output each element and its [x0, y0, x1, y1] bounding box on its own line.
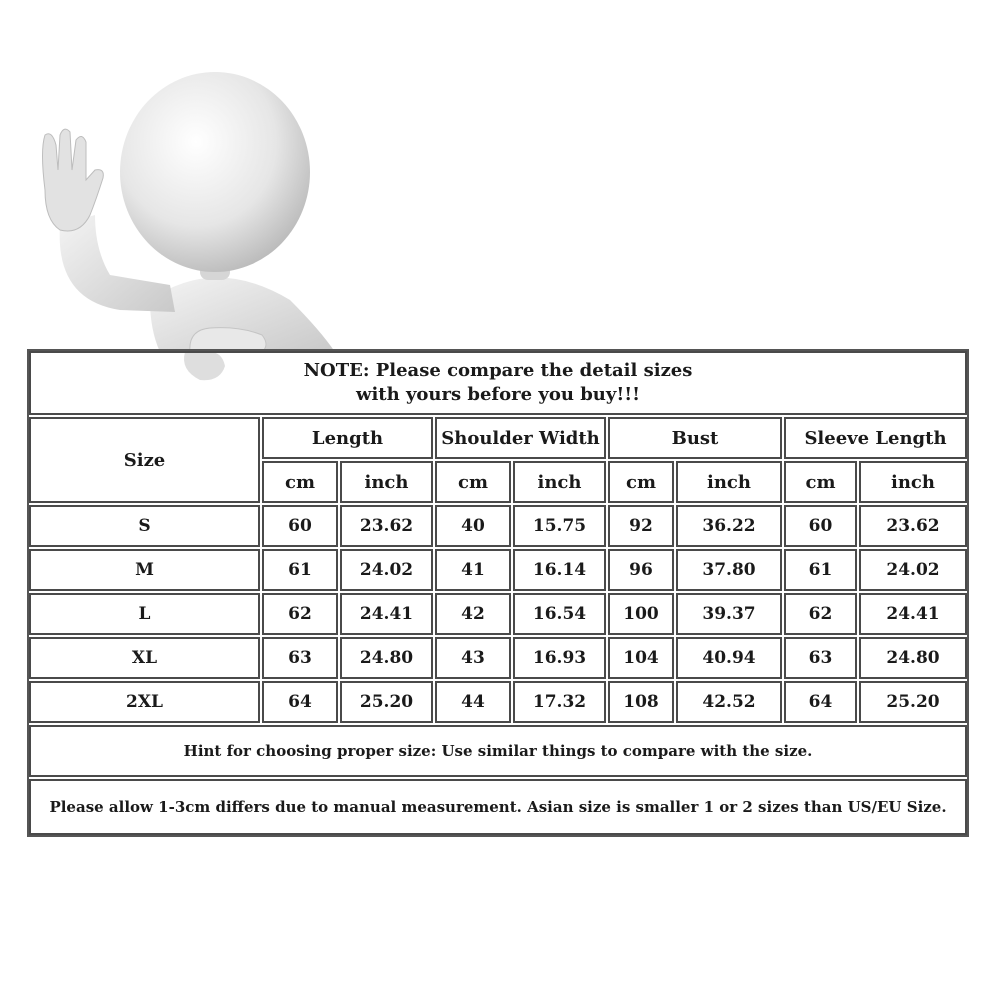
table-cell: 37.80: [676, 549, 782, 591]
table-cell: 25.20: [340, 681, 433, 723]
table-cell: 44: [435, 681, 511, 723]
table-cell: 23.62: [340, 505, 433, 547]
table-cell: 42: [435, 593, 511, 635]
table-cell: 62: [784, 593, 857, 635]
note-line-1: NOTE: Please compare the detail sizes: [303, 360, 693, 381]
hint-cell: [29, 725, 967, 777]
size-label: S: [29, 505, 260, 547]
table-cell: 92: [608, 505, 674, 547]
table-cell: 40: [435, 505, 511, 547]
unit-header: cm: [262, 461, 338, 503]
note-line-2: with yours before you buy!!!: [355, 384, 641, 405]
table-cell: 24.80: [859, 637, 967, 679]
table-cell: 100: [608, 593, 674, 635]
size-header: Size: [29, 417, 260, 503]
table-cell: 16.93: [513, 637, 606, 679]
table-cell: 61: [262, 549, 338, 591]
table-cell: 24.02: [859, 549, 967, 591]
table-cell: 60: [784, 505, 857, 547]
table-cell: 42.52: [676, 681, 782, 723]
table-cell: 17.32: [513, 681, 606, 723]
table-cell: 64: [784, 681, 857, 723]
group-header-bust: Bust: [608, 417, 782, 459]
table-cell: 63: [262, 637, 338, 679]
table-cell: 40.94: [676, 637, 782, 679]
waving-figure-illustration: [0, 0, 360, 400]
table-cell: 25.20: [859, 681, 967, 723]
table-cell: 62: [262, 593, 338, 635]
hint-text: Hint for choosing proper size: Use similar things to compare with the size.: [183, 742, 813, 760]
note-cell: [29, 351, 967, 415]
unit-header: inch: [859, 461, 967, 503]
unit-header: inch: [676, 461, 782, 503]
table-cell: 15.75: [513, 505, 606, 547]
table-cell: 43: [435, 637, 511, 679]
table-cell: 104: [608, 637, 674, 679]
table-cell: 24.41: [859, 593, 967, 635]
size-label: L: [29, 593, 260, 635]
disclaimer-cell: [29, 779, 967, 835]
table-cell: 108: [608, 681, 674, 723]
table-cell: 96: [608, 549, 674, 591]
table-cell: 23.62: [859, 505, 967, 547]
table-cell: 36.22: [676, 505, 782, 547]
table-cell: 24.41: [340, 593, 433, 635]
unit-header: inch: [340, 461, 433, 503]
size-label: M: [29, 549, 260, 591]
group-header-sleeve-length: Sleeve Length: [784, 417, 967, 459]
group-header-shoulder-width: Shoulder Width: [435, 417, 606, 459]
size-chart-table: [27, 349, 969, 837]
table-cell: 24.02: [340, 549, 433, 591]
table-cell: 63: [784, 637, 857, 679]
table-cell: 39.37: [676, 593, 782, 635]
unit-header: cm: [435, 461, 511, 503]
unit-header: inch: [513, 461, 606, 503]
unit-header: cm: [608, 461, 674, 503]
unit-header: cm: [784, 461, 857, 503]
table-cell: 64: [262, 681, 338, 723]
size-label: XL: [29, 637, 260, 679]
table-cell: 41: [435, 549, 511, 591]
table-cell: 24.80: [340, 637, 433, 679]
table-cell: 16.54: [513, 593, 606, 635]
size-label: 2XL: [29, 681, 260, 723]
table-cell: 16.14: [513, 549, 606, 591]
table-cell: 61: [784, 549, 857, 591]
table-cell: 60: [262, 505, 338, 547]
disclaimer-text: Please allow 1-3cm differs due to manual measurement. Asian size is smaller 1 or 2 sizes than US/EU Size.: [49, 798, 947, 816]
group-header-length: Length: [262, 417, 433, 459]
